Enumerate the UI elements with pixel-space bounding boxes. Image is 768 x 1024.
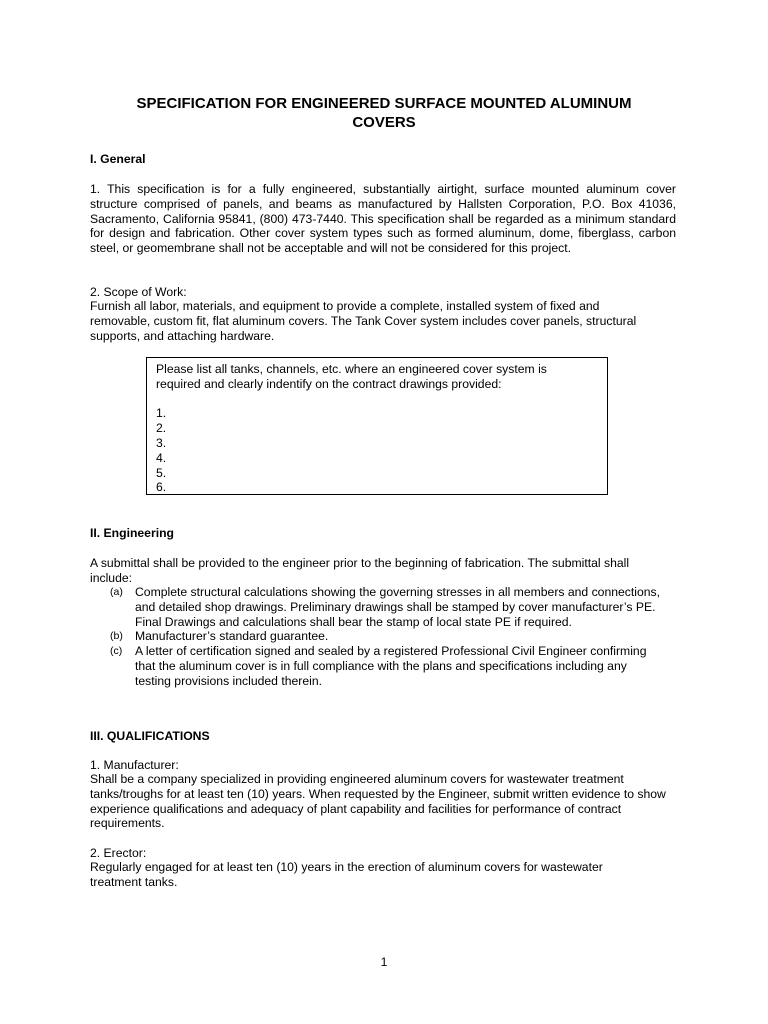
title-line-2: COVERS (352, 114, 416, 131)
general-paragraph-1: 1. This specification is for a fully engineered, substantially airtight, surface mounted aluminum cover structure comprised of panels, and beams as manufactured by Hallsten Corporation, P.O. Box 41036, Sacramento, California 95841, (800) 473-7440. This specification shall be regarded as a minimum standard for design and fabrication. Other cover system types such as formed aluminum, dome, fiberglass, carbon steel, or geomembrane shall not be acceptable and will not be considered for this project. (90, 182, 676, 256)
box-instruction-line-1: Please list all tanks, channels, etc. where an engineered cover system is (156, 362, 547, 376)
erector-heading: 2. Erector: (90, 846, 147, 860)
section-heading-qualifications: III. QUALIFICATIONS (90, 729, 210, 743)
box-instruction-line-2: required and clearly indentify on the contract drawings provided: (156, 376, 502, 391)
box-spacer (156, 392, 598, 407)
box-list-item: 2. (156, 421, 167, 436)
list-item-label: (b) (110, 630, 123, 643)
box-list-item: 1. (156, 406, 167, 421)
list-item-label: (a) (110, 586, 123, 598)
document-title (80, 94, 688, 132)
list-item (90, 629, 660, 644)
list-item-text: Complete structural calculations showing the governing stresses in all members and connections, and detailed shop drawings. Preliminary drawings shall be stamped by cover manufacturer’s PE. Final Drawings and calculations shall bear the stamp of local state PE if required. (135, 585, 661, 629)
engineering-submittal-list (90, 585, 660, 689)
scope-of-work-heading: 2. Scope of Work: (90, 285, 187, 299)
list-item (90, 644, 660, 688)
section-heading-general: I. General (90, 152, 146, 166)
list-item-text: A letter of certification signed and sealed by a registered Professional Civil Engineer confirming that the aluminum cover is in full compliance with the plans and specifications including any testing provisions included therein. (135, 644, 647, 688)
erector-text: Regularly engaged for at least ten (10) years in the erection of aluminum covers for wastewater treatment tanks. (90, 860, 603, 889)
list-item (90, 585, 660, 629)
page-number: 1 (380, 955, 388, 969)
box-list-item: 5. (156, 465, 167, 480)
tank-list-box (146, 357, 608, 495)
box-list-item: 3. (156, 435, 167, 450)
list-item-text: Manufacturer’s standard guarantee. (135, 629, 329, 644)
engineering-intro: A submittal shall be provided to the engineer prior to the beginning of fabrication. The submittal shall include: (90, 556, 630, 585)
box-list-item: 4. (156, 450, 167, 465)
manufacturer-text: Shall be a company specialized in providing engineered aluminum covers for wastewater treatment tanks/troughs for at least ten (10) years. When requested by the Engineer, submit written evidence to show experience qualifications and adequacy of plant capability and facilities for performance of contract requirements. (90, 772, 666, 831)
box-list-item: 6. (156, 480, 167, 495)
title-line-1: SPECIFICATION FOR ENGINEERED SURFACE MOUNTED ALUMINUM (136, 95, 632, 112)
section-heading-engineering: II. Engineering (90, 526, 174, 540)
list-item-label: (c) (110, 645, 123, 658)
scope-of-work-text: Furnish all labor, materials, and equipment to provide a complete, installed system of fixed and removable, custom fit, flat aluminum covers. The Tank Cover system includes cover panels, structural supports, and attaching hardware. (90, 299, 637, 343)
manufacturer-heading: 1. Manufacturer: (90, 758, 179, 772)
